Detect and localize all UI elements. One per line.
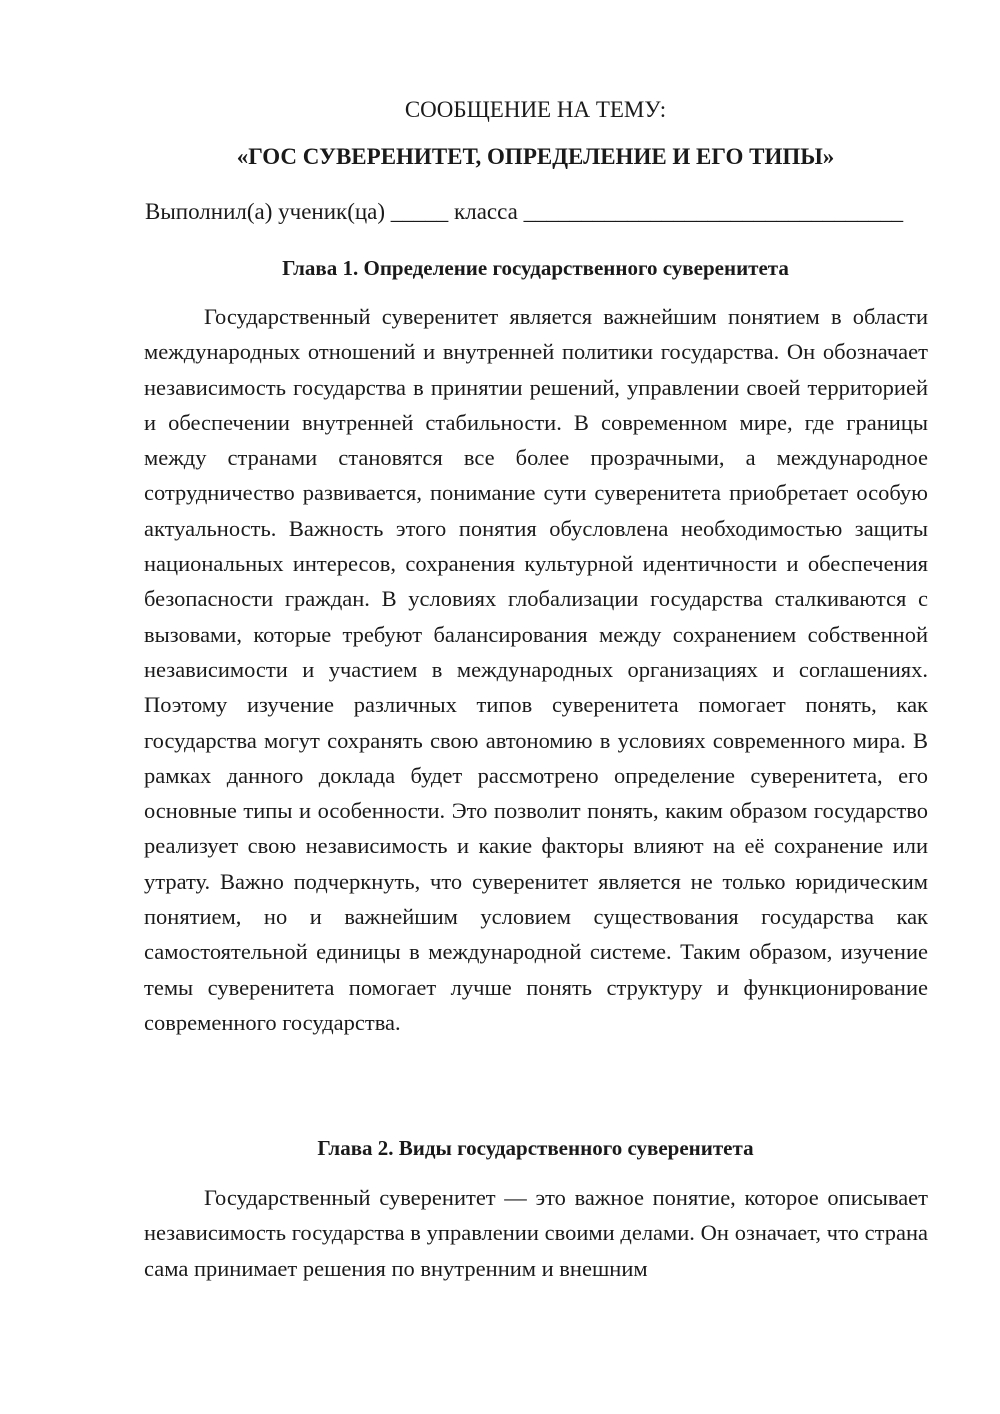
performer-line: Выполнил(а) ученик(ца) _____ класса _________________________________ (145, 199, 904, 224)
chapter-1-paragraph: Государственный суверенитет является важнейшим понятием в области международных отношений и внутренней политики государства. Он обозначает независимость государства в принятии решений, управлении своей территорией и обеспечении внутренней стабильности. В современном мире, где границы между странами становятся все более прозрачными, а международное сотрудничество развивается, понимание сути суверенитета приобретает особую актуальность. Важность этого понятия обусловлена необходимостью защиты национальных интересов, сохранения культурной идентичности и обеспечения безопасности граждан. В условиях глобализации государства сталкиваются с вызовами, которые требуют балансирования между сохранением собственной независимости и участием в международных организациях и соглашениях. Поэтому изучение различных типов суверенитета помогает понять, как государства могут сохранять свою автономию в условиях современного мира. В рамках данного доклада будет рассмотрено определение суверенитета, его основные типы и особенности. Это позволит понять, каким образом государство реализует свою независимость и какие факторы влияют на её сохранение или утрату. Важно подчеркнуть, что суверенитет является не только юридическим понятием, но и важнейшим условием существования государства как самостоятельной единицы в международной системе. Таким образом, изучение темы суверенитета помогает лучше понять структуру и функционирование современного государства. (144, 304, 928, 1035)
document-title-line-1: СООБЩЕНИЕ НА ТЕМУ: (404, 97, 667, 122)
chapter-1-heading: Глава 1. Определение государственного суверенитета (282, 256, 789, 280)
chapter-2-heading: Глава 2. Виды государственного суверенитета (317, 1136, 754, 1160)
chapter-2-paragraph: Государственный суверенитет — это важное понятие, которое описывает независимость государства в управлении своими делами. Он означает, что страна сама принимает решения по внутренним и внешним (144, 1185, 928, 1281)
document-title-line-2: «ГОС СУВЕРЕНИТЕТ, ОПРЕДЕЛЕНИЕ И ЕГО ТИПЫ» (236, 144, 835, 169)
